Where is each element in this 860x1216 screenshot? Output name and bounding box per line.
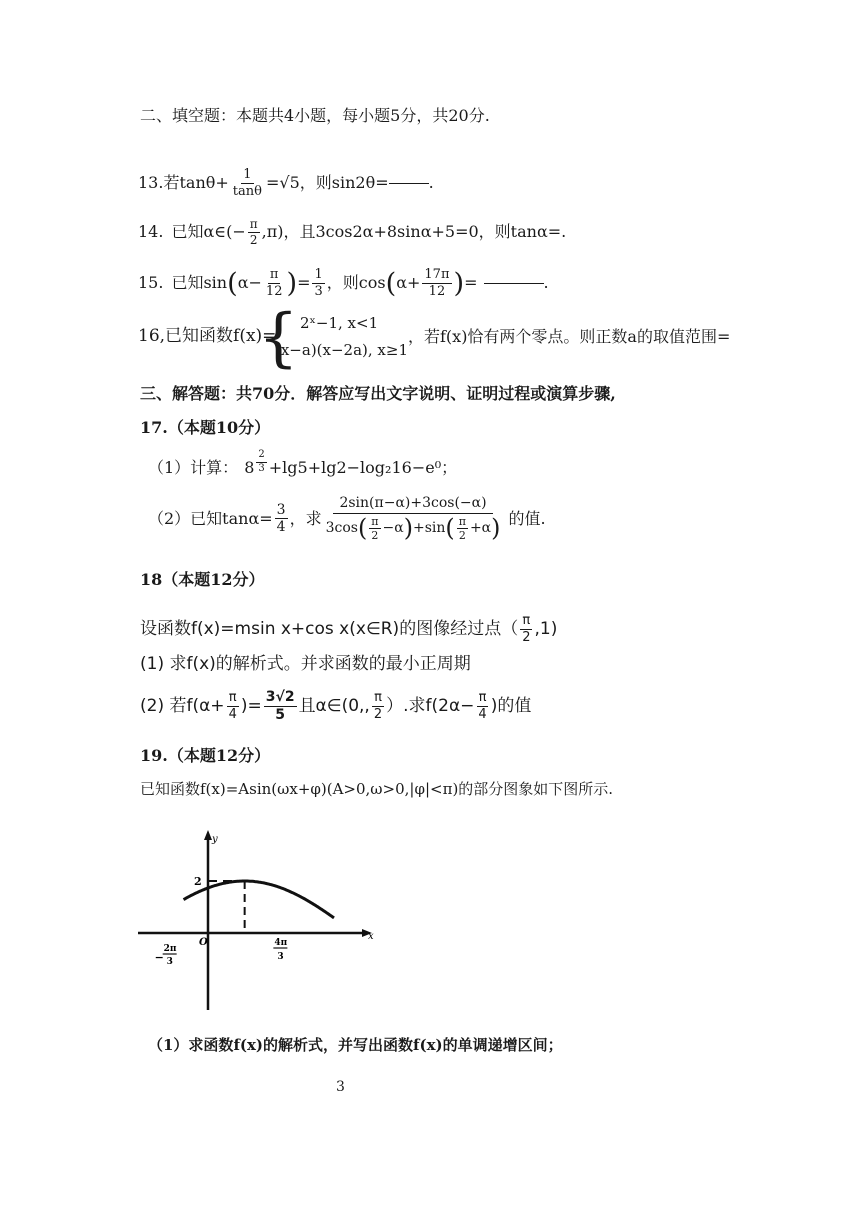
q19-stem: 已知函数f(x)=Asin(ωx+φ)(A>0,ω>0,|φ|<π)的部分图象如下图所示. (140, 780, 614, 798)
q17-p2-den-d: +α (469, 520, 492, 537)
q17-p1-expr: +lg5+lg2−log₂16−e⁰； (268, 458, 458, 477)
q15-tail: . (543, 273, 549, 293)
q15-rparen-1: ) (286, 267, 298, 299)
q17-p2-end: 的值. (508, 508, 546, 528)
q14-frac-num: π (249, 217, 258, 231)
q17-p2-den-rparen-2: ) (491, 514, 501, 543)
q13-fraction (231, 168, 264, 198)
pos-tick-numerator: 4π (274, 938, 288, 948)
q17-p2-tan-den: 4 (276, 519, 286, 536)
q18-p2-frac4-num: π (478, 690, 487, 706)
x-axis-label: x (368, 931, 374, 942)
q18-stem (140, 614, 557, 644)
q17-p2-pre: （2）已知tanα= (148, 508, 273, 528)
q13-number: 13. (138, 173, 164, 193)
q18-p2-fraction-3 (372, 691, 384, 721)
q14-pre: 已知α∈(− (171, 222, 246, 242)
question-15 (138, 268, 549, 298)
q18-p2-c: 且α∈(0,, (298, 695, 370, 716)
q19-graph (132, 828, 392, 1018)
q15-frac2-den: 3 (314, 283, 323, 299)
q15-fraction-3 (422, 268, 451, 298)
q16-lead: 16,已知函数f(x)= (138, 326, 277, 346)
q15-frac2-num: 1 (314, 267, 323, 282)
q18-stem-b: ,1) (534, 618, 558, 639)
q18-stem-frac-den: 2 (522, 629, 531, 645)
q17-p2-den-a: 3cos (325, 520, 358, 537)
q16-case-1: 2ˣ−1, x<1 (300, 314, 379, 332)
q17-p2-main-fraction (324, 496, 503, 542)
q17-p2-den-c: +sin (413, 520, 446, 537)
q18-p2-a: (2) 若f(α+ (140, 695, 225, 716)
q17-title: 17.（本题10分） (140, 418, 271, 437)
q18-p2-frac2-num: 3√2 (265, 689, 295, 705)
q19-part1: （1）求函数f(x)的解析式，并写出函数f(x)的单调递增区间； (148, 1036, 563, 1054)
q13-expr-a: tanθ+ (179, 173, 229, 193)
q17-p2-den-frac1-den: 2 (371, 529, 379, 543)
neg-tick-denominator: 3 (166, 957, 173, 967)
q15-end: = (464, 273, 478, 293)
q17-part1 (148, 449, 458, 477)
q15-frac1-den: 12 (265, 283, 283, 299)
q17-p2-den-b: −α (382, 520, 404, 537)
q15-frac3-den: 12 (428, 283, 446, 299)
q17-p2-numerator: 2sin(π−α)+3cos(−α) (333, 496, 492, 514)
section2-header: 二、填空题：本题共4小题，每小题5分，共20分. (140, 106, 490, 125)
q17-p2-denominator (324, 514, 503, 542)
q17-p1-exp-num: 2 (256, 450, 266, 463)
q18-p2-frac3-den: 2 (373, 706, 383, 722)
q17-p1-base: 8 (244, 458, 255, 477)
q15-pre: 已知sin (171, 273, 228, 293)
q13-expr-b: =√5，则sin2θ= (265, 173, 389, 193)
q15-lparen-2: ( (385, 267, 397, 299)
q18-title: 18（本题12分） (140, 570, 265, 589)
q18-p2-fraction-4 (476, 691, 488, 721)
q17-p1-exponent (256, 450, 266, 474)
question-14 (138, 218, 566, 246)
q17-p2-den-lparen-2: ( (445, 514, 455, 543)
q17-p2-den-frac-2 (457, 516, 468, 542)
neg-tick-numerator: 2π (163, 944, 177, 954)
q15-mid: ，则cos (326, 273, 386, 293)
q14-frac-den: 2 (249, 232, 258, 247)
q17-p1-label: （1）计算： (148, 458, 239, 477)
q15-fraction-1 (264, 268, 285, 298)
q17-part2 (148, 496, 546, 542)
q18-stem-a: 设函数f(x)=msin x+cos x(x∈R)的图像经过点（ (140, 618, 519, 639)
q15-number: 15. (138, 273, 164, 293)
q17-p2-den-lparen-1: ( (357, 514, 368, 543)
pos-tick-denominator: 3 (277, 952, 284, 962)
q14-fraction (248, 218, 260, 246)
q19-title: 19.（本题12分） (140, 746, 271, 765)
q14-number: 14. (138, 222, 164, 242)
q15-rparen-2: ) (453, 267, 465, 299)
q13-frac-den: tanθ (232, 183, 262, 199)
max-value-label: 2 (194, 875, 202, 888)
q18-part2 (140, 690, 531, 722)
q18-p2-b: )= (240, 695, 262, 716)
q17-p2-den-frac1-num: π (371, 514, 379, 528)
origin-label: O (199, 937, 208, 948)
q18-p2-frac3-num: π (374, 690, 382, 706)
q16-case-2: (x−a)(x−2a), x≥1 (275, 341, 409, 359)
q17-p1-exp-den: 3 (258, 462, 265, 474)
sine-curve (184, 881, 335, 918)
q17-p2-den-frac2-den: 2 (458, 529, 466, 543)
q15-fraction-2 (312, 268, 324, 298)
q18-p2-frac1-den: 4 (228, 706, 237, 722)
q16-tail: ，若f(x)恰有两个零点。则正数a的取值范围= (408, 327, 731, 346)
q17-p2-tan-num: 3 (276, 501, 286, 518)
q17-p2-den-rparen-1: ) (403, 514, 413, 543)
q13-pre: 若 (163, 173, 180, 193)
question-13 (138, 168, 434, 198)
q18-p2-d: ）.求f(2α− (386, 695, 475, 716)
q17-p2-tan-fraction (275, 503, 288, 535)
section3-header: 三、解答题：共70分．解答应写出文字说明、证明过程或演算步骤, (140, 384, 616, 403)
y-axis-arrow (204, 830, 212, 840)
q18-stem-fraction (520, 614, 532, 644)
q15-expr-c: α+ (396, 273, 421, 293)
q13-answer-blank (389, 182, 429, 184)
q15-eq: = (297, 273, 311, 293)
q15-lparen-1: ( (227, 267, 238, 299)
q18-p2-fraction-1 (227, 691, 239, 721)
q15-expr-a: α− (237, 273, 262, 293)
page-number: 3 (336, 1079, 345, 1095)
q18-p2-frac1-num: π (228, 690, 237, 706)
q17-p2-den-frac-1 (369, 516, 380, 542)
q13-frac-num: 1 (243, 167, 252, 182)
neg-tick-sign: − (154, 951, 164, 964)
q18-stem-frac-num: π (522, 613, 531, 628)
q15-frac1-num: π (269, 267, 279, 282)
q15-answer-blank (484, 282, 544, 284)
q15-frac3-num: 17π (424, 267, 450, 282)
q17-p2-den-frac2-num: π (458, 514, 466, 528)
q18-p2-fraction-2 (264, 690, 297, 722)
q13-end: . (428, 173, 434, 193)
q17-p2-mid: ，求 (289, 508, 322, 528)
q18-part1: (1) 求f(x)的解析式。并求函数的最小正周期 (140, 654, 471, 674)
q18-p2-frac4-den: 4 (478, 706, 487, 722)
q14-expr-b: ,π)，且3cos2α+8sinα+5=0，则tanα=. (261, 222, 567, 242)
q16-brace: { (258, 301, 299, 375)
y-axis-label: y (212, 834, 218, 845)
q18-p2-frac2-den: 5 (275, 706, 286, 723)
q18-p2-e: )的值 (490, 695, 532, 716)
